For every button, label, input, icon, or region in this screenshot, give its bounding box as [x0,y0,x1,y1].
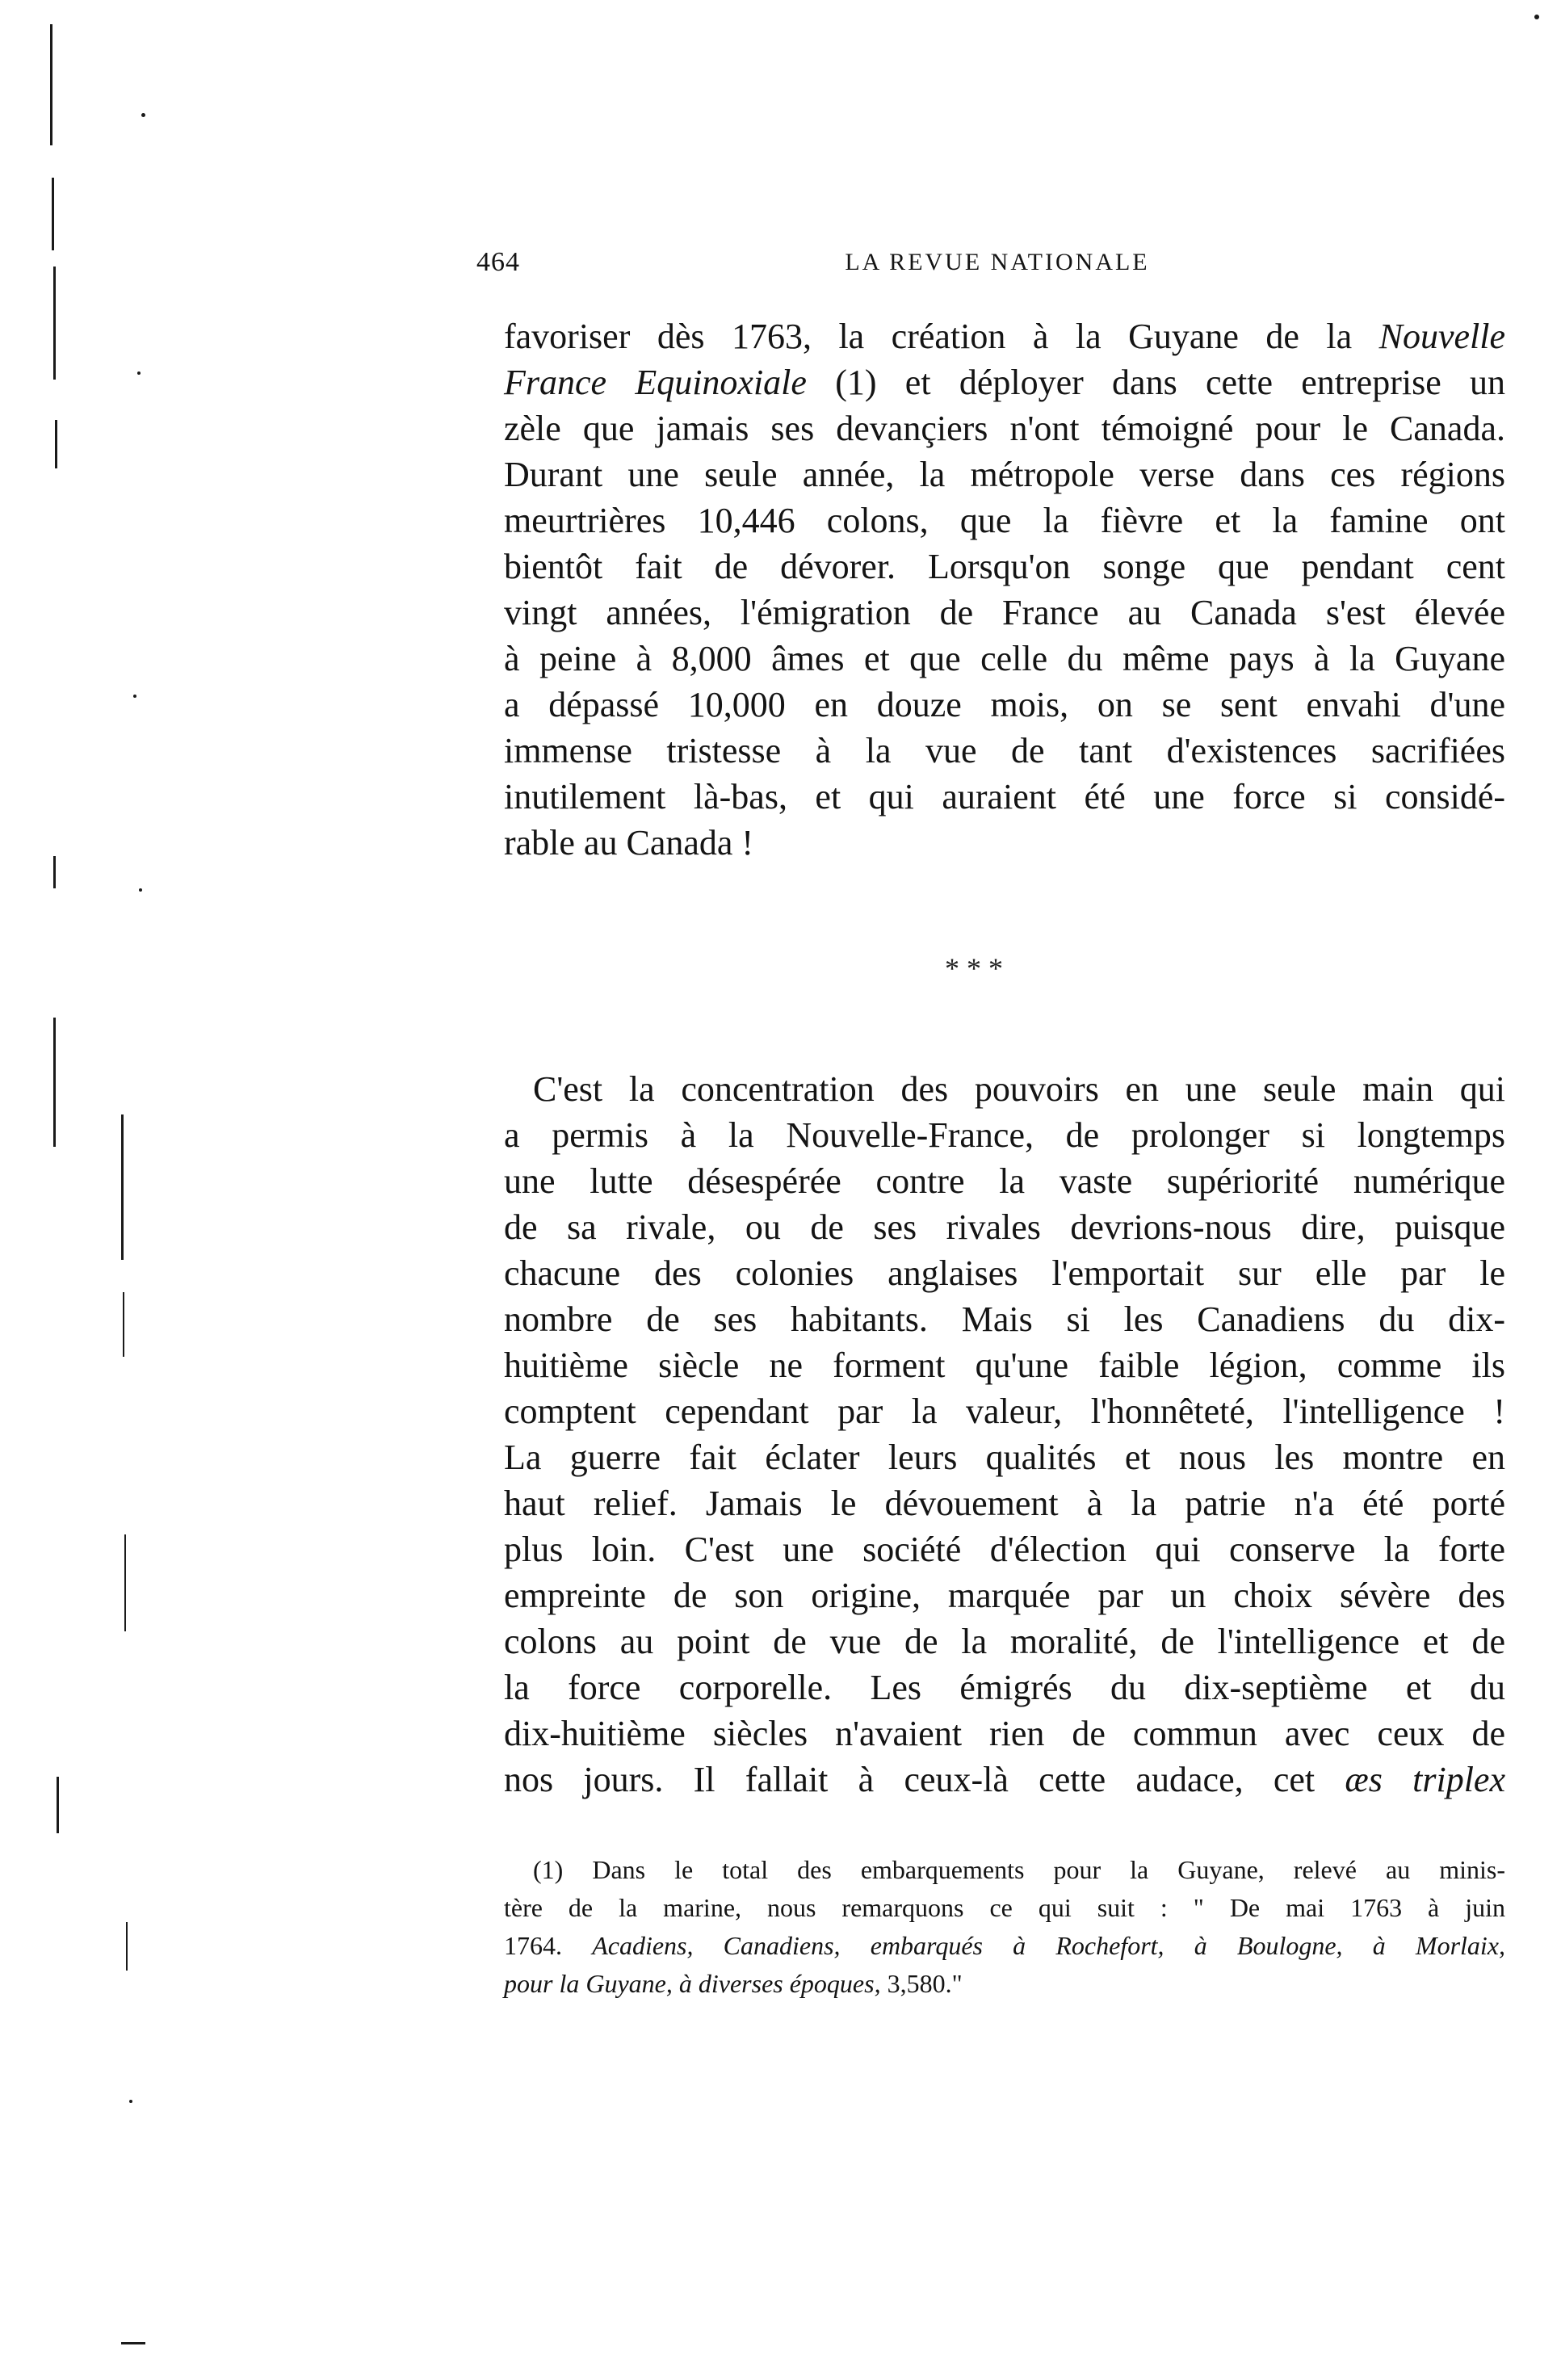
text-line: Durant une seule année, la métropole verse dans ces régions [504,455,1505,494]
text-line: colons au point de vue de la moralité, de l'intelligence et de [504,1622,1505,1661]
scan-mark [126,1922,128,1971]
scan-dot [1534,15,1539,19]
scan-mark [53,267,56,380]
scan-mark [57,1777,59,1833]
scan-dot [141,113,145,117]
text-line: à peine à 8,000 âmes et que celle du même pays à la Guyane [504,639,1505,678]
page-number: 464 [476,247,520,277]
text-line: une lutte désespérée contre la vaste supériorité numérique [504,1161,1505,1201]
text-line: empreinte de son origine, marquée par un choix sévère des [504,1576,1505,1615]
text-line: C'est la concentration des pouvoirs en une seule main qui [533,1069,1505,1109]
scan-mark [50,24,52,145]
text-line: zèle que jamais ses devançiers n'ont témoigné pour le Canada. [504,409,1505,448]
text-line: bientôt fait de dévorer. Lorsqu'on songe que pendant cent [504,547,1505,586]
text-line: comptent cependant par la valeur, l'honnêteté, l'intelligence ! [504,1391,1505,1431]
text-line: immense tristesse à la vue de tant d'existences sacrifiées [504,731,1505,770]
scan-mark [121,1114,124,1260]
italic-text: Nouvelle [1378,317,1505,356]
scan-mark [121,2342,145,2344]
scan-mark [55,420,57,468]
scan-mark [123,1292,124,1357]
scan-dot [133,695,136,698]
italic-text: pour la Guyane, à diverses époques, [504,1969,881,1998]
text-line: dix-huitième siècles n'avaient rien de commun avec ceux de [504,1714,1505,1753]
journal-title: LA REVUE NATIONALE [845,249,1150,275]
footnote-line: 1764. Acadiens, Canadiens, embarqués à Rochefort, à Boulogne, à Morlaix, [504,1931,1506,1960]
text-line: nos jours. Il fallait à ceux-là cette audace, cet æs triplex [504,1760,1505,1799]
text-line: a dépassé 10,000 en douze mois, on se sent envahi d'une [504,685,1505,724]
text-line: a permis à la Nouvelle-France, de prolonger si longtemps [504,1115,1505,1155]
text-line: plus loin. C'est une société d'élection qui conserve la forte [504,1530,1505,1569]
italic-text: Acadiens, Canadiens, embarqués à Rochefort, à Boulogne, à Morlaix, [592,1931,1506,1960]
scan-margin-artifacts [0,0,162,2380]
text-line: huitième siècle ne forment qu'une faible légion, comme ils [504,1345,1505,1385]
italic-text: France Equinoxiale [504,363,807,402]
paragraph-2 [504,1066,1505,1803]
section-separator [945,951,1042,1000]
text-line: vingt années, l'émigration de France au Canada s'est élevée [504,593,1505,632]
text-line: France Equinoxiale (1) et déployer dans cette entreprise un [504,363,1506,402]
paragraph-1 [504,313,1505,866]
footnote-line: tère de la marine, nous remarquons ce qui suit : " De mai 1763 à juin [504,1893,1505,1922]
text-line: la force corporelle. Les émigrés du dix-septième et du [504,1668,1505,1707]
text-line: haut relief. Jamais le dévouement à la patrie n'a été porté [504,1484,1505,1523]
scan-mark [53,856,56,888]
scan-dot [129,2100,132,2103]
scan-dot [137,371,141,375]
footnote [504,1851,1505,2003]
asterism: * * * [945,952,1003,984]
text-line: rable au Canada ! [504,823,754,863]
text-line: chacune des colonies anglaises l'emportait sur elle par le [504,1253,1505,1293]
footnote-line: pour la Guyane, à diverses époques, 3,580." [504,1969,963,1998]
scan-dot [139,888,142,892]
text-line: de sa rivale, ou de ses rivales devrions-nous dire, puisque [504,1207,1505,1247]
text-line: La guerre fait éclater leurs qualités et nous les montre en [504,1438,1505,1477]
text-line: nombre de ses habitants. Mais si les Canadiens du dix- [504,1299,1505,1339]
text-line: favoriser dès 1763, la création à la Guyane de la Nouvelle [504,317,1505,356]
scan-mark [124,1534,126,1631]
running-head [476,247,1518,288]
scan-mark [53,1018,56,1147]
text-line: inutilement là-bas, et qui auraient été une force si considé- [504,777,1505,816]
footnote-line: (1) Dans le total des embarquements pour la Guyane, relevé au minis- [533,1855,1505,1884]
scan-mark [52,178,54,250]
text-line: meurtrières 10,446 colons, que la fièvre et la famine ont [504,501,1505,540]
italic-text: æs triplex [1345,1760,1505,1799]
